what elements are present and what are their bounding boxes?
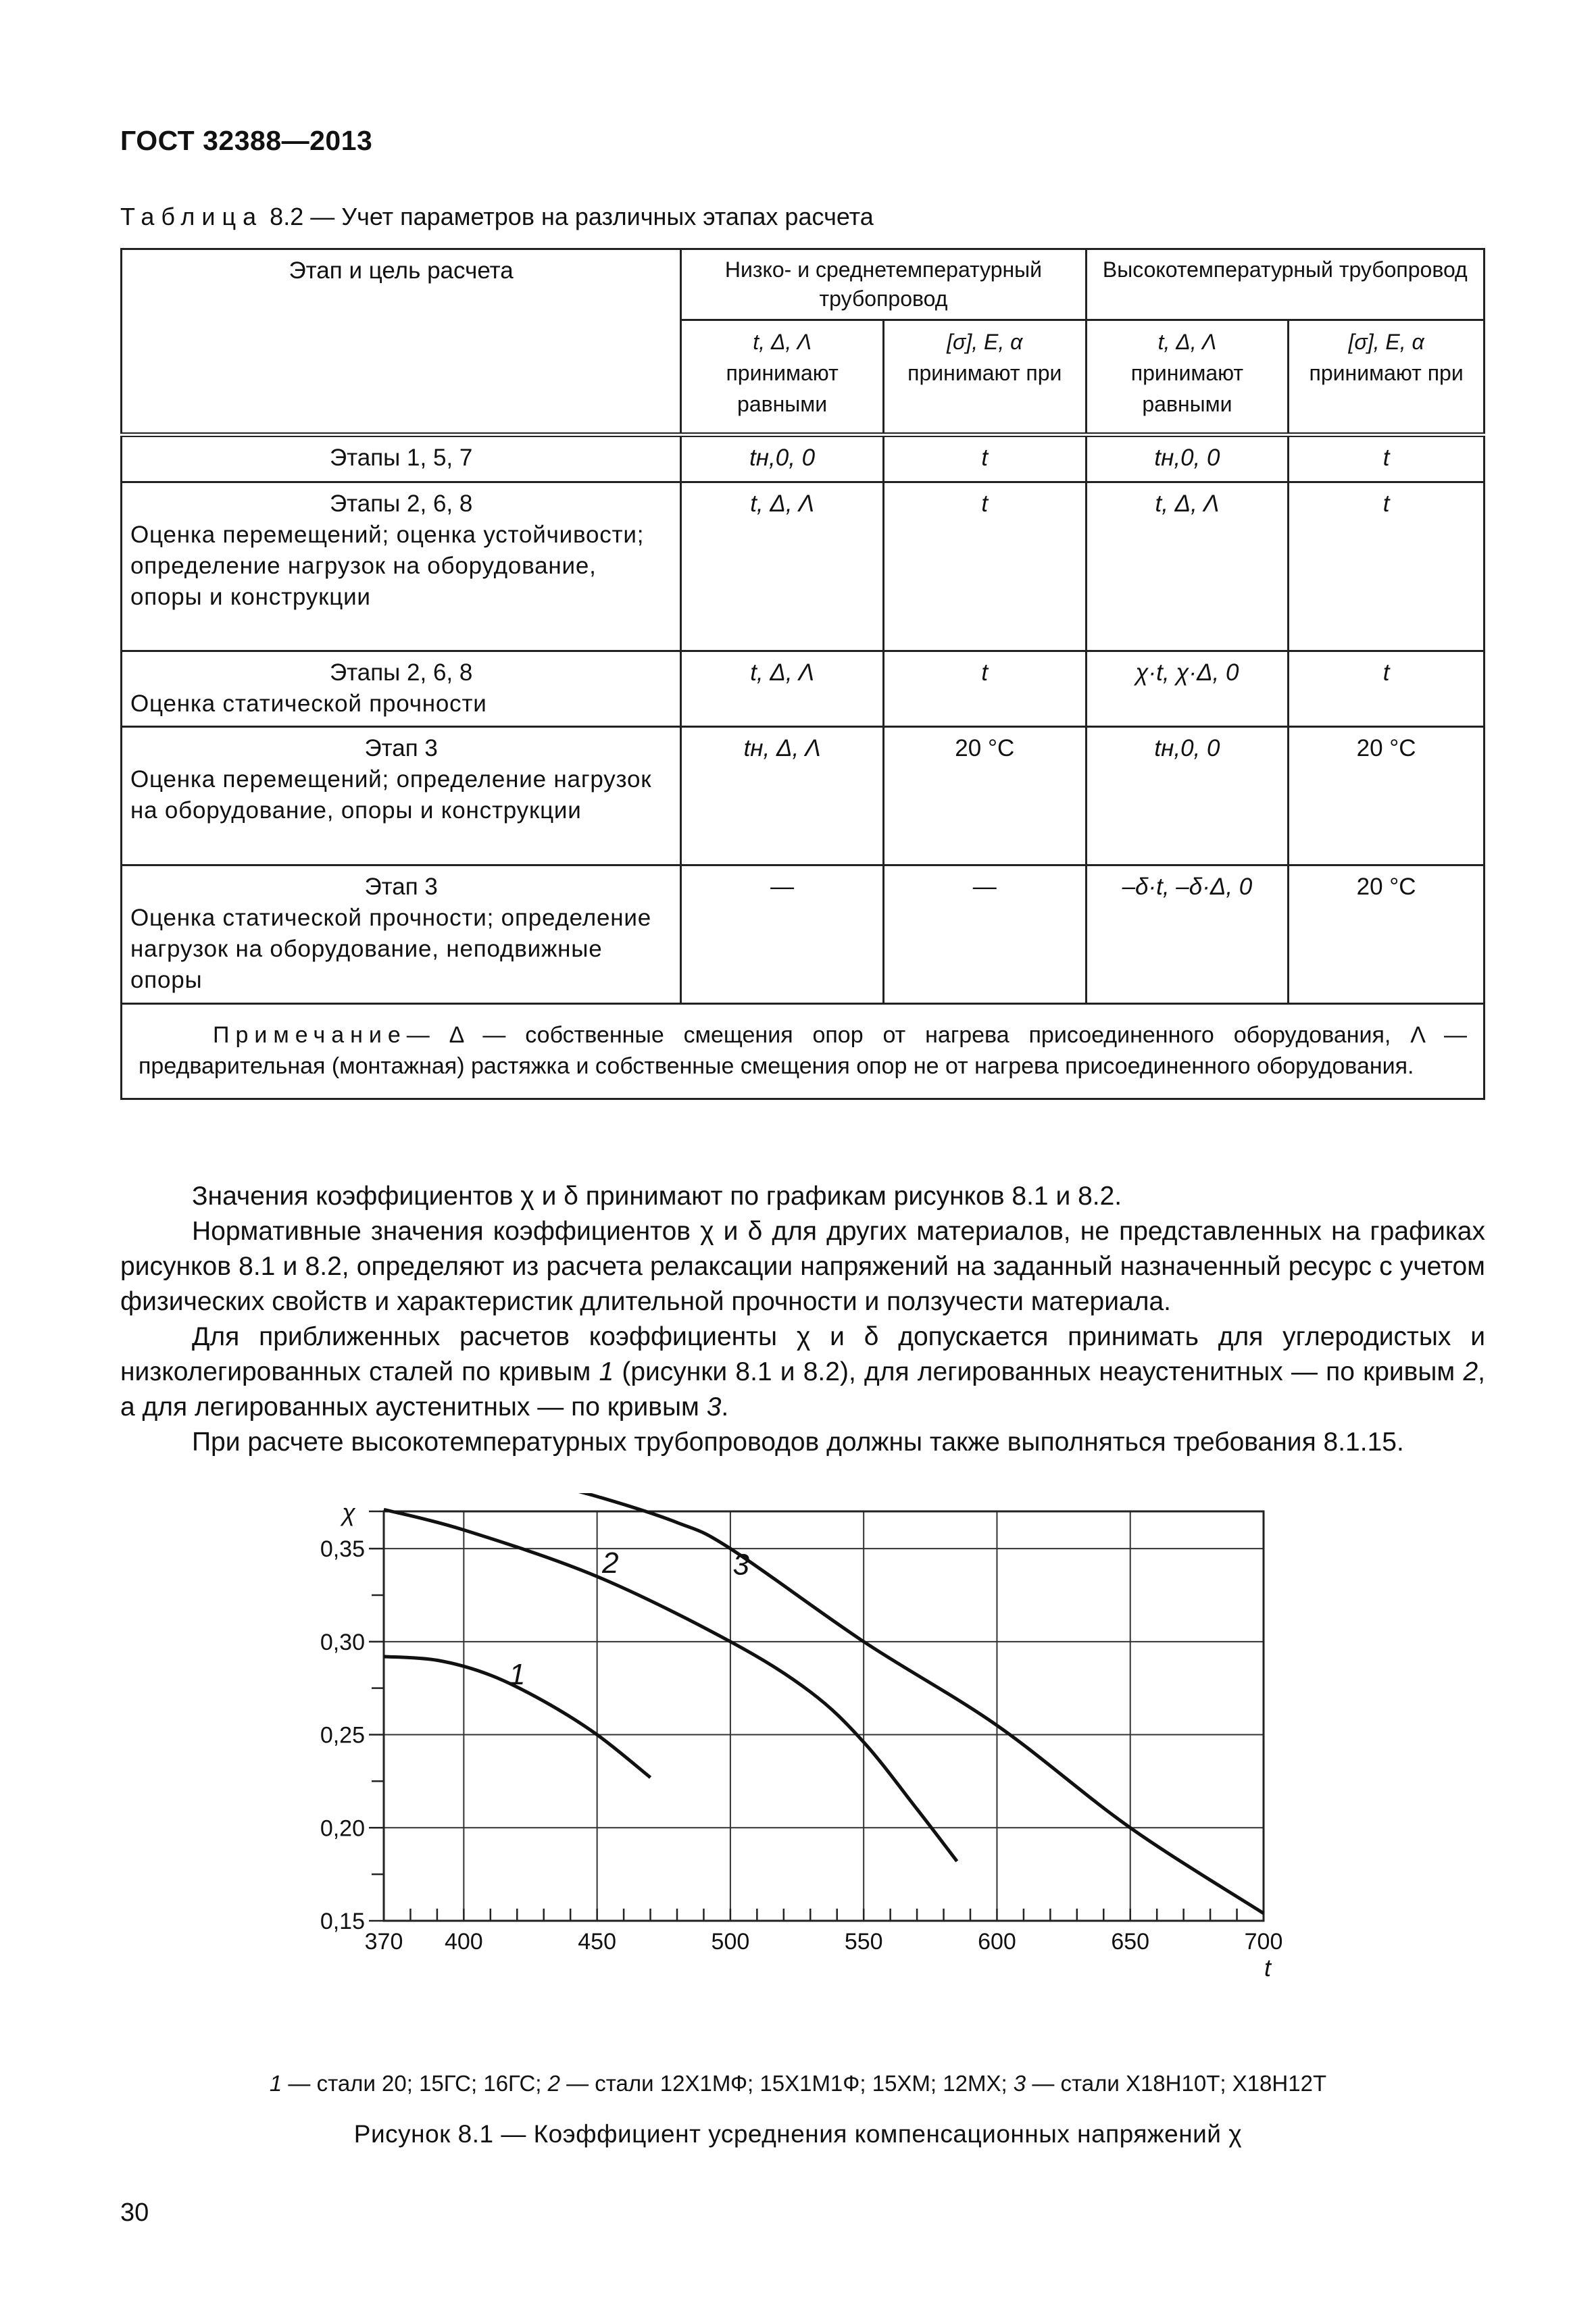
y-tick-label: 0,20 (320, 1815, 365, 1842)
x-tick-label: 500 (711, 1929, 750, 1955)
table-note (122, 1004, 1485, 1099)
x-tick-label: 700 (1244, 1929, 1283, 1955)
y-tick-label: 0,35 (320, 1536, 365, 1563)
paragraph: Для приближенных расчетов коэффициенты χ и δ допускается принимать для углеродистых и низколегированных сталей по кривым 1 (рисунки 8.1 и 8.2), для легированных неаустенитных — по кривым 2, а для легированных аустенитных — по кривым 3. (120, 1322, 1485, 1422)
figure-legend: 1 — стали 20; 15ГС; 16ГС; 2 — стали 12Х1МФ; 15Х1М1Ф; 15ХМ; 12МХ; 3 — стали Х18Н10Т; Х18Н12Т (269, 2071, 1327, 2096)
note-text: — Δ — собственные смещения опор от нагрева присоединенного оборудования, Λ — предварительная (монтажная) растяжка и собственные смещения опор не от нагрева присоединенного оборудования. (139, 1022, 1467, 1079)
header-group-low: Низко- и среднетемпературный трубопровод (681, 249, 1086, 320)
table-caption-label: Таблица (120, 203, 264, 230)
row-stage-desc: Оценка перемещений; определение нагрузок на оборудование, опоры и конструкции (130, 766, 652, 824)
table-row (122, 865, 1485, 1004)
series-line-2 (384, 1509, 957, 1861)
plot-frame (384, 1511, 1264, 1921)
note-label: Примечание (213, 1022, 407, 1048)
row-stage-name: Этап 3 (364, 874, 438, 900)
header-group-high: Высокотемпературный трубопровод (1086, 249, 1484, 320)
row-cell: t, Δ, Λ (1155, 491, 1220, 517)
x-axis-label: t (1264, 1954, 1272, 1982)
table-caption-text: 8.2 — Учет параметров на различных этапах расчета (270, 203, 874, 230)
row-cell: tн,0, 0 (1154, 735, 1220, 761)
series-label-2: 2 (602, 1546, 619, 1580)
table-note-row (122, 1004, 1485, 1099)
table-caption (120, 203, 874, 231)
paragraph: При расчете высокотемпературных трубопроводов должны также выполняться требования 8.1.15. (192, 1428, 1404, 1457)
header-high-at: [σ], E, α принимают при (1289, 320, 1485, 435)
row-stage-name: Этапы 1, 5, 7 (329, 445, 473, 471)
row-cell: — (972, 874, 997, 900)
series-label-3: 3 (732, 1548, 749, 1582)
table-row (122, 482, 1485, 651)
row-cell: t (1382, 491, 1390, 517)
y-axis-label: χ (342, 1499, 355, 1526)
header-high-equal: t, Δ, Λ принимают равными (1086, 320, 1289, 435)
row-stage-name: Этапы 2, 6, 8 (329, 491, 473, 517)
table-row (122, 727, 1485, 865)
parameters-table (120, 248, 1485, 1100)
row-cell: t, Δ, Λ (750, 491, 815, 517)
row-cell: tн,0, 0 (749, 445, 816, 471)
page-number: 30 (120, 2198, 149, 2227)
header-low-at: [σ], E, α принимают при (883, 320, 1086, 435)
table-row (122, 435, 1485, 482)
x-tick-label: 550 (844, 1929, 883, 1955)
y-tick-label: 0,30 (320, 1629, 365, 1655)
chi-chart (291, 1493, 1304, 2007)
row-cell: t (1382, 445, 1390, 471)
x-tick-label: 450 (578, 1929, 617, 1955)
paragraph: Нормативные значения коэффициентов χ и δ для других материалов, не представленных на графиках рисунков 8.1 и 8.2, определяют из расчета релаксации напряжений на заданный назначенный ресурс с учетом физических свойств и характеристик длительной прочности и ползучести материала. (120, 1217, 1485, 1316)
x-tick-label: 400 (444, 1929, 483, 1955)
row-stage-desc: Оценка перемещений; оценка устойчивости; определение нагрузок на оборудование, опоры и конструкции (130, 522, 645, 610)
x-tick-label: 650 (1111, 1929, 1150, 1955)
x-tick-label: 370 (364, 1929, 403, 1955)
row-cell: tн,0, 0 (1154, 445, 1220, 471)
row-stage-desc: Оценка статической прочности (130, 690, 487, 717)
row-cell: t (981, 445, 989, 471)
table-row (122, 651, 1485, 727)
row-stage-name: Этапы 2, 6, 8 (329, 659, 473, 686)
row-cell: 20 °C (1356, 735, 1416, 761)
y-tick-label: 0,15 (320, 1909, 365, 1934)
row-stage-desc: Оценка статической прочности; определение нагрузок на оборудование, неподвижные опоры (130, 905, 652, 993)
row-cell: χ·t, χ·Δ, 0 (1135, 659, 1239, 686)
row-cell: t, Δ, Λ (750, 659, 815, 686)
row-cell: t (981, 659, 989, 686)
row-cell: t (1382, 659, 1390, 686)
row-cell: 20 °C (955, 735, 1015, 761)
paragraph: Значения коэффициентов χ и δ принимают по графикам рисунков 8.1 и 8.2. (192, 1182, 1122, 1211)
x-tick-label: 600 (978, 1929, 1016, 1955)
row-cell: 20 °C (1356, 874, 1416, 900)
row-stage-name: Этап 3 (364, 735, 438, 761)
series-line-3 (530, 1493, 1264, 1913)
series-label-1: 1 (509, 1658, 526, 1692)
row-cell: tн, Δ, Λ (743, 735, 821, 761)
header-stage: Этап и цель расчета (122, 249, 681, 435)
y-tick-label: 0,25 (320, 1722, 365, 1749)
header-low-equal: t, Δ, Λ принимают равными (681, 320, 884, 435)
document-header: ГОСТ 32388—2013 (120, 125, 373, 156)
figure-caption: Рисунок 8.1 — Коэффициент усреднения компенсационных напряжений χ (353, 2120, 1243, 2148)
row-cell: — (770, 874, 795, 900)
row-cell: t (981, 491, 989, 517)
row-cell: –δ·t, –δ·Δ, 0 (1122, 874, 1253, 900)
